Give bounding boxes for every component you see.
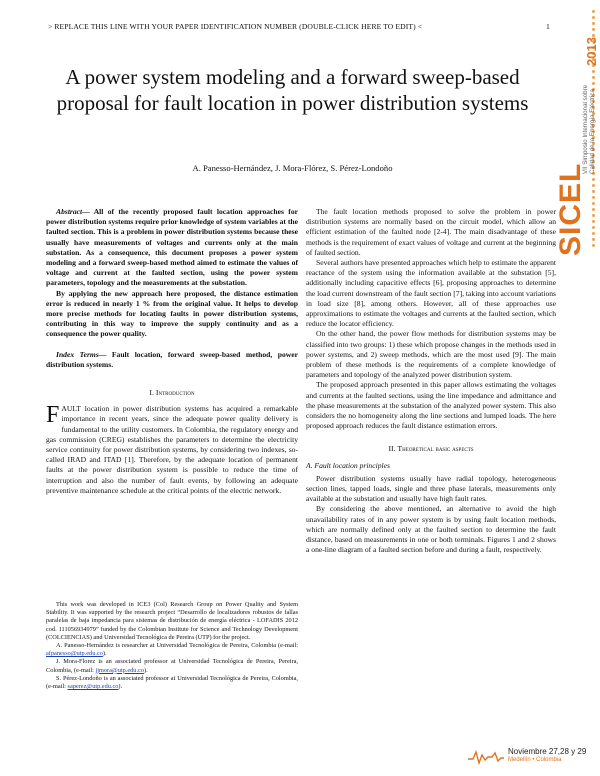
abstract-lead: Abstract xyxy=(56,207,83,216)
brand-subtitle-line2: Calidad de la Energía Eléctrica xyxy=(589,89,596,174)
abstract-text: All of the recently proposed fault location approaches for power distribution systems require prior knowledge of system variables at the faulted section. This is a problem in power distribution systems because these usually have measurements of voltages and currents only at the main substation. As a consequence, this document proposes a power system modeling and a forward sweep-based method aimed to estimate the values of voltage and current at the faulted section, using the power system parameters, topology and the measurements at the substation. xyxy=(46,207,298,288)
dropcap: F xyxy=(46,402,60,429)
index-terms-lead: Index Terms xyxy=(56,349,99,359)
right-paragraph-1: The fault location methods proposed to solve the problem in power distribution systems are normally based on the circuit model, which allow an efficient estimation of the faulted node [2-4]. The main disadvantage of these methods is the requirement of exact values of voltage and current at the beginning of faulted section. xyxy=(306,207,556,257)
brand-word: SICEL xyxy=(554,162,587,256)
subsection-heading-fault-location: A. Fault location principles xyxy=(306,460,390,470)
right-column xyxy=(306,207,556,556)
right-paragraph-5: Power distribution systems usually have radial topology, heterogeneous section lines, tapped loads, single and three phase laterals, measurements only available at the substation and usually have high fault rates. xyxy=(306,473,556,504)
abstract: Abstract— All of the recently proposed fault location approaches for power distribution systems require prior knowledge of system variables at the faulted section. This is a problem in power distribution systems because these usually have measurements of voltages and currents only at the main substation. As a consequence, this document proposes a power system modeling and a forward sweep-based method aimed to estimate the values of voltage and current at the faulted section, using the power system parameters, topology and the measurements at the substation. xyxy=(46,207,298,288)
index-terms: Index Terms— Fault location, forward sweep-based method, power distribution systems. xyxy=(46,349,299,369)
paper-authors: A. Panesso-Hernández, J. Mora-Flórez, S. Pérez-Londoño xyxy=(192,163,393,173)
right-paragraph-6: By considering the above mentioned, an alternative to avoid the high unavailability rates of in any power system is by using fault location methods, which are normally defined only at the faulted section to determine the fault distance, based on measurements in one or both terminals. Figures 1 and 2 shows a one-line diagram of a faulted section before and during a fault, respectively. xyxy=(306,504,556,555)
left-column xyxy=(46,207,298,496)
page-number: 1 xyxy=(546,22,550,31)
waveform-icon xyxy=(468,749,504,765)
footnote-author-2: J. Mora-Florez is an associated professor at Universidad Tecnológica de Pereira, Pereira, Colombia, (e-mail: jjmora@utp.edu.co). xyxy=(46,658,298,674)
paper-title: A power system modeling and a forward sweep-based proposal for fault location in power distribution systems xyxy=(56,65,529,115)
footnote-author-1: A. Panesso-Hernández is researcher at Universidad Tecnológica de Pereira, Colombia (e-mail: afpanesso@utp.edu.co). xyxy=(46,642,298,658)
footnotes xyxy=(46,601,298,691)
footnote-author-3: S. Pérez-Londoño is an associated professor at Universidad Tecnológica de Pereira, Colombia, (e-mail: saperez@utp.edu.co). xyxy=(46,674,298,691)
brand-year: 2013 xyxy=(584,37,599,66)
section-heading-theory: II. Theoretical basic aspects xyxy=(388,444,474,454)
email-link[interactable]: afpanesso@utp.edu.co xyxy=(46,650,103,658)
right-paragraph-4: The proposed approach presented in this paper allows estimating the voltages and currents at the faulted sections, using the line impedance and admittance and the phase measurements at the substation of the analyzed power system. This also considers the no homogeneity along the line sections and lumped loads. The here proposed approach reduces the fault distance estimation errors. xyxy=(306,380,556,431)
event-footer-logo xyxy=(468,745,587,771)
section-heading-introduction: I. Introduction xyxy=(149,388,195,398)
page-header: > REPLACE THIS LINE WITH YOUR PAPER IDENTIFICATION NUMBER (DOUBLE-CLICK HERE TO EDIT) < xyxy=(48,22,423,31)
right-paragraph-3: On the other hand, the power flow methods for distribution systems may be classified into two groups: 1) these which propose changes in the methods used in power systems, and 2) sweep methods, which are the most used [9]. The main problem of these methods is the requirements of a complete knowledge of parameters and topology of the analyzed power distribution system. xyxy=(306,329,556,380)
footnote-funding: This work was developed in ICE3 (Col) Research Group on Power Quality and System Stability. It was supported by the research project “Desarrollo de localizadores robustos de fallas paralelas de baja impedancia para sistemas de distribución de energía eléctrica - LOFADIS 2012 cod. 111056934979” funded by the Colombian Institute for Science and Technology Development (COLCIENCIAS) and Universidad Tecnológica de Pereira (UTP) for the project. xyxy=(46,601,298,641)
email-link[interactable]: saperez@utp.edu.co xyxy=(67,683,119,691)
brand-subtitle-line1: VII Simposio Internacional sobre xyxy=(582,84,589,174)
introduction-paragraph: FAULT location in power distribution systems has acquired a remarkable importance in recent years, since the adequate power quality delivery is fundamental to the utility customers. In Colombia, the regulatory energy and gas commission (CREG) establishes the parameters to determine the electricity service continuity for power distribution systems, by considering two indexes, so-called IRAD and ITAD [1]. Therefore, by the adequate location of permanent faults at the power distribution system is possible to reduce the time of interruption and also the number of fault events, by following an adequate preventive maintenance schedule at the critical points of the electric network. xyxy=(46,402,298,495)
index-terms-text: Fault location, forward sweep-based method, power distribution systems. xyxy=(46,349,299,369)
right-paragraph-2: Several authors have presented approaches which help to estimate the apparent reactance of the system using the information available at the substation [5], additionally including capacitive effects [6], proposing approaches to determine the load current downstream of the fault section [7], taking into account variations in load size [8], among others. However, all of these approaches use approximations to estimate the voltages and currents at the faulted section, which reduce the locator efficiency. xyxy=(306,258,556,329)
abstract-paragraph-2: By applying the new approach here proposed, the distance estimation error is reduced in nearly 1 % from the original value. It helps to develop more precise methods for locating faults in power distribution systems, contributing in this way to improve the supply continuity and as a consequence the power quality. xyxy=(46,288,298,339)
sicel-logo xyxy=(552,6,600,256)
event-dates: Noviembre 27,28 y 29 xyxy=(508,747,587,756)
email-link[interactable]: jjmora@utp.edu.co xyxy=(95,666,144,674)
event-city: Medellín • Colombia xyxy=(508,757,562,763)
